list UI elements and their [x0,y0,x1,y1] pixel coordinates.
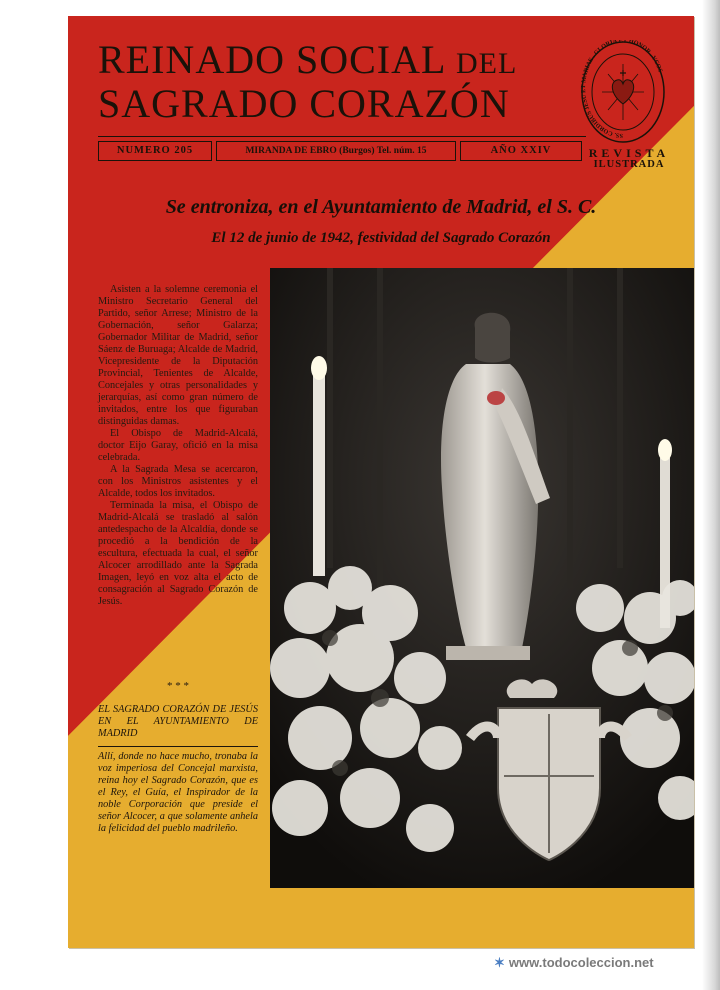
sidebar-text: Allí, donde no hace mucho, tronaba la voz imperiosa del Concejal marxista, reina hoy el Sagrado Corazón, que es el Rey, el Guía, el Inspirador de la noble Corporación que preside el señor Alcocer, a que solamente anhela la felicidad del pueblo madrileño. [98,751,258,834]
page-edge-shadow [702,0,720,990]
article-paragraph-3: A la Sagrada Mesa se acercaron, con los Ministros asistentes y el Alcalde, todos los invitados. [98,464,258,499]
main-headline: Se entroniza, en el Ayuntamiento de Madrid, el S. C. [165,196,597,218]
section-separator: * * * [167,680,189,692]
watermark [494,955,654,971]
revista-line2: ILUSTRADA [593,159,665,170]
article-paragraph-2: El Obispo de Madrid-Alcalá, doctor Eijo Garay, ofició en la misa celebrada. [98,428,258,463]
publication-year: AÑO XXIV [460,141,582,161]
masthead-info-bar [98,141,586,163]
sidebar-heading: EL SAGRADO CORAZÓN DE JESÚS EN EL AYUNTAMIENTO DE MADRID [98,704,258,747]
article-body [98,284,258,608]
todocoleccion-logo-icon: ✶ [494,955,505,970]
revista-label [573,147,685,171]
masthead-title-line1-big: REINADO SOCIAL [98,37,445,82]
magazine-cover [68,16,694,948]
statue-photograph [270,268,694,888]
seal-text: SS. CORDIBUS JESU ET MARIAE . GLORIA ET HONOR . VCOS [580,40,664,140]
publication-location: MIRANDA DE EBRO (Burgos) Tel. núm. 15 [216,141,456,161]
sub-headline: El 12 de junio de 1942, festividad del Sagrado Corazón [211,230,551,246]
sidebar-box [98,704,258,835]
watermark-text: www.todocoleccion.net [508,955,654,970]
masthead-title-line1 [98,36,517,83]
masthead-rule-top [98,136,586,137]
article-paragraph-1: Asisten a la solemne ceremonia el Ministro Secretario General del Partido, señor Arrese; Ministro de la Gobernación, señor Galarza; Gobernador Militar de Madrid, señor Sáenz de Buruaga; Alcalde de Madrid, Vicepresidente de la Diputación Provincial, Tenientes de Alcalde, Concejales y otras personalidades y jerarquías, así como gran número de invitados, entre los que figuraban distinguidas damas. [98,284,258,427]
masthead-title-line1-small: DEL [455,47,518,80]
revista-line1: REVISTA [588,146,670,160]
sacred-heart-seal [580,40,666,144]
issue-number: NUMERO 205 [98,141,212,161]
candle-left [311,356,327,576]
masthead-title-line2: SAGRADO CORAZÓN [98,81,510,126]
statue-photo-art [270,268,694,888]
article-paragraph-4: Terminada la misa, el Obispo de Madrid-Alcalá se trasladó al salón antedespacho de la Alcaldía, donde se procedió a la bendición de la escultura, efectuada la cual, el señor Alcocer arrodillado ante la Sagrada Imagen, leyó en voz alta el acto de consagración al Sagrado Corazón de Jesús. [98,500,258,607]
